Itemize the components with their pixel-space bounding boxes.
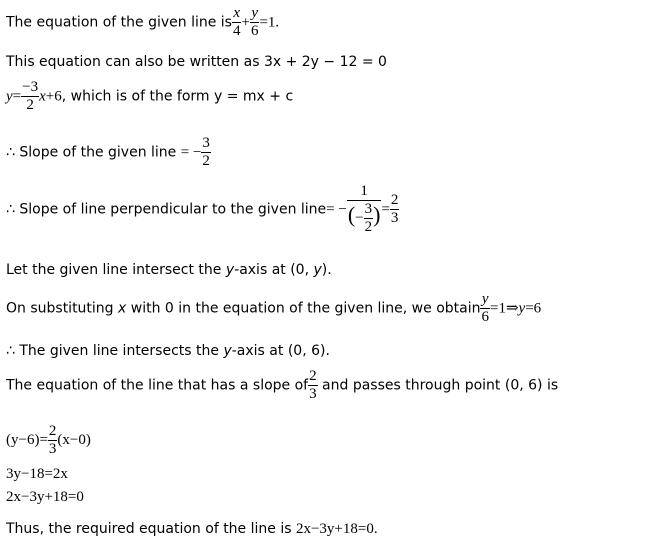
line-slope-intercept: y= $\frac{-3}{2}$ x+6, which is of the form y = mx + c <box>6 79 294 113</box>
line-perpendicular-slope: ∴ Slope of line perpendicular to the given line= − 1 (− $\frac{3}{2}$ ) = $\frac{2}{3}$ <box>6 183 399 235</box>
fraction-2-over-3: $\frac{2}{3}$ <box>48 423 57 457</box>
fraction-neg3-over-2: $\frac{-3}{2}$ <box>22 79 39 113</box>
fraction-1-over-neg-3-2: 1 (− $\frac{3}{2}$ ) <box>347 183 381 235</box>
fraction-x-over-4: $\frac{x}{4}$ <box>232 5 241 39</box>
fraction-y-over-6: $\frac{y}{6}$ <box>250 5 259 39</box>
fraction-y-over-6: $\frac{y}{6}$ <box>481 291 489 325</box>
fraction-3-over-2: $\frac{3}{2}$ <box>202 135 210 169</box>
equation-point-slope: (y−6)= $\frac{2}{3}$ (x−0) <box>6 423 91 457</box>
line-substitution: On substituting x with 0 in the equation of the given line, we obtain $\frac{y}{6}$ =1⇒y=6 <box>6 291 542 325</box>
fraction-2-over-3: $\frac{2}{3}$ <box>390 192 399 226</box>
line-conclusion: Thus, the required equation of the line is 2x−3y+18=0. <box>6 521 378 537</box>
line-intersect-assumption: Let the given line intersect the y-axis at (0, y). <box>6 262 332 278</box>
line-intersects-yaxis: ∴ The given line intersects the y-axis at (0, 6). <box>6 343 330 359</box>
equation-step-2: 3y−18=2x <box>6 466 68 482</box>
line-slope: ∴ Slope of the given line = − $\frac{3}{2}$ <box>6 135 210 169</box>
line-rewritten: This equation can also be written as 3x + 2y − 12 = 0 <box>6 54 387 70</box>
text: The equation of the given line is <box>6 14 232 31</box>
equation-step-3: 2x−3y+18=0 <box>6 489 84 505</box>
fraction-2-over-3: $\frac{2}{3}$ <box>309 368 317 402</box>
line-equation-given: The equation of the given line is $\frac{x}{4}$ + $\frac{y}{6}$ =1. <box>6 5 280 39</box>
line-required-slope: The equation of the line that has a slope of $\frac{2}{3}$ and passes through point (0, 6) is <box>6 368 559 402</box>
